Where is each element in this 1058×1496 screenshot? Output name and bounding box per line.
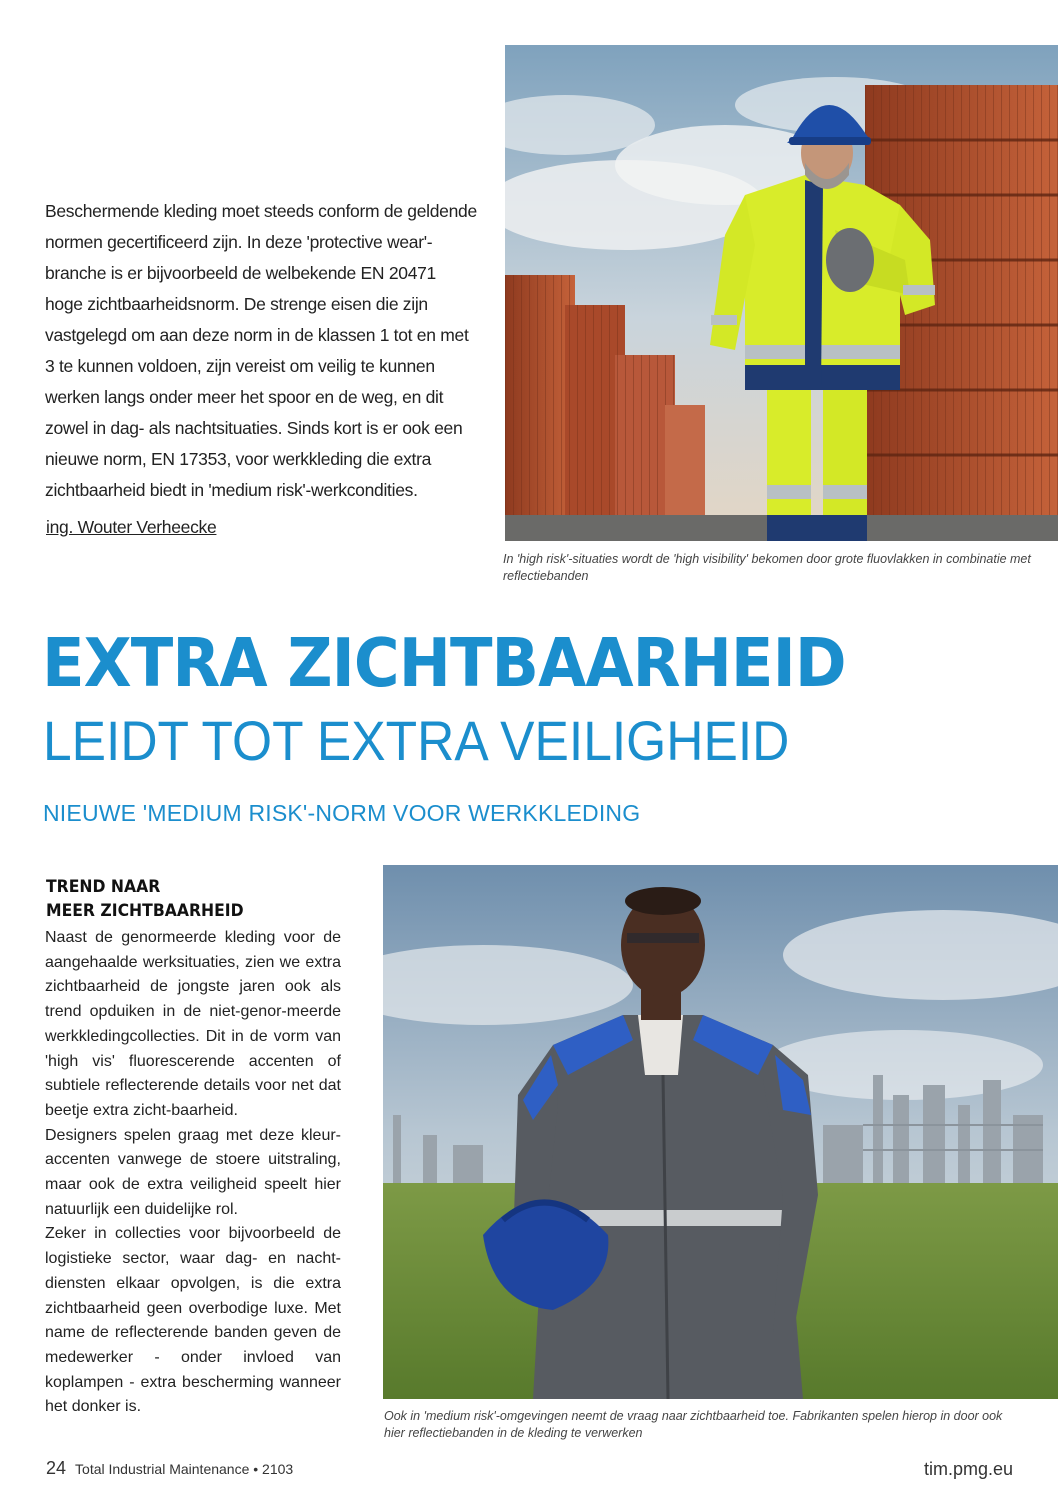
intro-paragraph: Beschermende kleding moet steeds conform de geldende normen gecertificeerd zijn. In deze 'protective wear'-branche is er bijvoorbeeld de welbekende EN 20471 hoge zichtbaarheidsnorm. De strenge eisen die zijn vastgelegd om aan deze norm in de klassen 1 tot en met 3 te kunnen voldoen, zijn vereist om veilig te kunnen werken langs onder meer het spoor en de weg, en dit zowel in dag- als nachtsituaties. Sinds kort is er ook een nieuwe norm, EN 17353, voor werkkleding die extra zichtbaarheid biedt in 'medium risk'-werkcondities. (45, 201, 477, 500)
headline-primary: EXTRA ZICHTBAARHEID (42, 624, 846, 702)
footer-left (46, 1458, 293, 1479)
page-number: 24 (46, 1458, 67, 1478)
body-paragraph: Naast de genormeerde kleding voor de aangehaalde werksituaties, zien we extra zichtbaarheid de jongste jaren ook als trend opduiken in de niet-genor-meerde werkkledingcollecties. Dit in de vorm van 'high vis' fluorescerende accenten of subtiele reflecterende details voor net dat beetje extra zicht-baarheid. (45, 929, 341, 1119)
section-heading (46, 875, 244, 923)
subheadline: NIEUWE 'MEDIUM RISK'-NORM VOOR WERKKLEDING (43, 800, 641, 826)
headline-secondary: LEIDT TOT EXTRA VEILIGHEID (43, 709, 790, 772)
section-heading-line2: MEER ZICHTBAARHEID (46, 901, 244, 921)
body-column (45, 926, 341, 1420)
body-paragraph: Zeker in collecties voor bijvoorbeeld de logistieke sector, waar dag- en nacht-diensten elkaar opvolgen, is die extra zichtbaarheid geen overbodige luxe. Met name de reflecterende banden geven de medewerker - onder invloed van koplampen - extra bescherming wanneer het donker is. (45, 1225, 341, 1416)
body-paragraph: Designers spelen graag met deze kleur-accenten vanwege de stoere uitstraling, maar ook de extra veiligheid speelt hier natuurlijk een duidelijke rol. (45, 1126, 341, 1218)
worker-hi-vis-photo (505, 45, 1058, 541)
top-photo-caption: In 'high risk'-situaties wordt de 'high visibility' bekomen door grote fluovlakken in combinatie met reflectiebanden (503, 552, 1031, 583)
worker-industrial-photo (383, 865, 1058, 1399)
publication-name: Total Industrial Maintenance • 2103 (75, 1461, 294, 1477)
bottom-photo-caption: Ook in 'medium risk'-omgevingen neemt de vraag naar zichtbaarheid toe. Fabrikanten spelen hierop in door ook hier reflectiebanden in de kleding te verwerken (384, 1409, 1003, 1440)
author-link[interactable]: ing. Wouter Verheecke (46, 517, 217, 537)
website-link[interactable]: tim.pmg.eu (923, 1459, 1013, 1479)
section-heading-line1: TREND NAAR (46, 877, 161, 897)
